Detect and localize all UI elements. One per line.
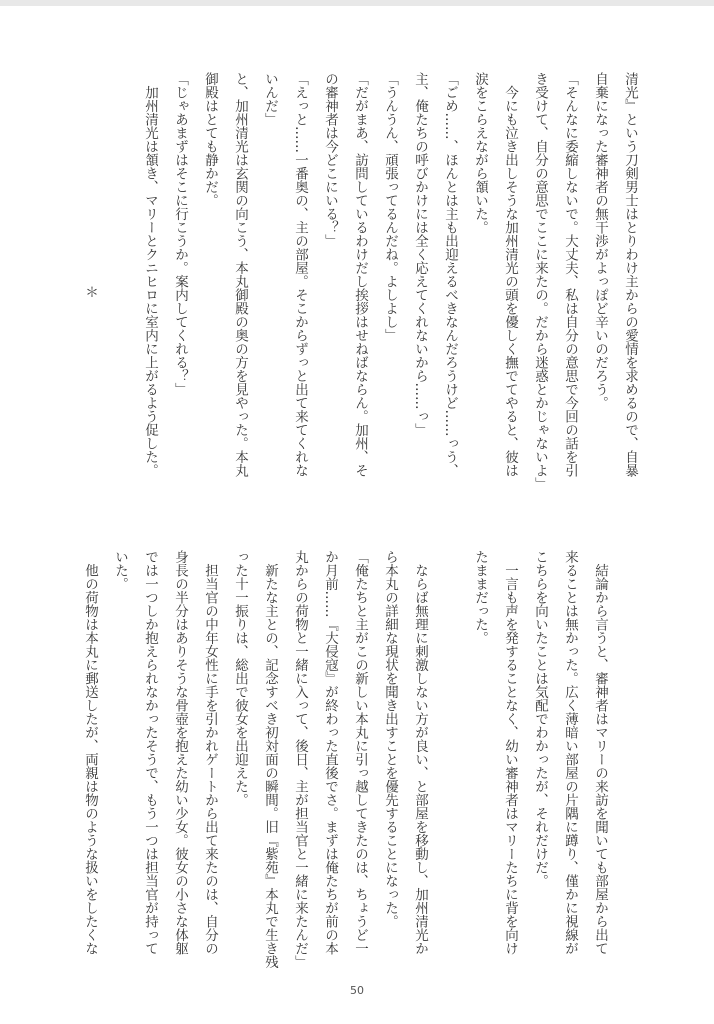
text-line: 一言も声を発することなく、幼い審神者はマリーたちに背を向け bbox=[502, 550, 518, 955]
text-line: と、加州清光は玄関の向こう、本丸御殿の奥の方を見やった。本丸 bbox=[232, 72, 248, 477]
text-line: 他の荷物は本丸に郵送したが、両親は物のような扱いをしたくな bbox=[82, 550, 98, 955]
text-line: 加州清光は頷き、マリーとクニヒロに室内に上がるよう促した。 bbox=[142, 72, 158, 477]
text-line: った十一振りは、総出で彼女を出迎えた。 bbox=[232, 550, 248, 807]
text-line: 清光』という刀剣男士はとりわけ主からの愛情を求めるので、自暴 bbox=[622, 72, 638, 477]
text-line: いた。 bbox=[112, 550, 128, 591]
text-line: 丸からの荷物と一緒に入って、後日、主が担当官と一緒に来たんだ」 bbox=[292, 550, 308, 969]
text-line: 「えっと……一番奥の、主の部屋。そこからずっと出て来てくれな bbox=[292, 72, 308, 477]
text-line: 結論から言うと、審神者はマリーの来訪を聞いても部屋から出て bbox=[592, 550, 608, 955]
text-line: 「うんうん、頑張ってるんだね。よしよし」 bbox=[382, 72, 398, 342]
text-line: 新たな主との、記念すべき初対面の瞬間。旧『紫苑』本丸で生き残 bbox=[262, 550, 278, 969]
text-line: 来ることは無かった。広く薄暗い部屋の片隅に蹲り、僅かに視線が bbox=[562, 550, 578, 955]
text-line: 「だがまあ、訪問しているわけだし挨拶はせねばならん。加州、そ bbox=[352, 72, 368, 477]
text-line: 涙をこらえながら頷いた。 bbox=[472, 72, 488, 234]
text-line: 身長の半分はありそうな骨壺を抱えた幼い少女。彼女の小さな体躯 bbox=[172, 550, 188, 955]
text-line: 「ごめ……、ほんとは主も出迎えるべきなんだろうけど……っう、 bbox=[442, 72, 458, 477]
text-line: 「そんなに委縮しないで。大丈夫、私は自分の意思で今回の話を引 bbox=[562, 72, 578, 477]
text-line bbox=[435, 550, 465, 975]
text-line: 自棄になった審神者の無干渉がよっぽど辛いのだろう。 bbox=[592, 72, 608, 410]
text-line: では一つしか抱えられなかったそうで、もう一つは担当官が持って bbox=[142, 550, 158, 955]
section-break-asterisk: ＊ bbox=[82, 285, 98, 299]
text-line: 御殿はとても静かだ。 bbox=[202, 72, 218, 207]
text-line: ら本丸の詳細な現状を聞き出すことを優先することになった。 bbox=[382, 550, 398, 928]
text-line: たままだった。 bbox=[472, 550, 488, 645]
viewer-top-edge bbox=[0, 0, 714, 6]
text-line: 今にも泣き出しそうな加州清光の頭を優しく撫でてやると、彼は bbox=[502, 72, 518, 477]
text-line: 主、俺たちの呼びかけには全く応えてくれないから……っ」 bbox=[412, 72, 428, 437]
page-number: 50 bbox=[350, 984, 364, 997]
text-line: 担当官の中年女性に手を引かれゲートから出て来たのは、自分の bbox=[202, 550, 218, 955]
text-block-upper bbox=[75, 72, 645, 512]
text-block-lower bbox=[75, 550, 645, 975]
text-line: ならば無理に刺激しない方が良い、と部屋を移動し、加州清光か bbox=[412, 550, 428, 955]
text-line bbox=[615, 550, 645, 975]
text-line: いんだ」 bbox=[262, 72, 278, 126]
text-line: の審神者は今どこにいる？」 bbox=[322, 72, 338, 248]
text-line: か月前……『大侵寇』が終わった直後でさ。まずは俺たちが前の本 bbox=[322, 550, 338, 955]
text-line: き受けて、自分の意思でここに来たの。だから迷惑とかじゃないよ」 bbox=[532, 72, 548, 491]
text-line: 「俺たちと主がこの新しい本丸に引っ越してきたのは、ちょうど一 bbox=[352, 550, 368, 955]
text-line bbox=[105, 72, 135, 512]
text-line: 「じゃあまずはそこに行こうか。案内してくれる？」 bbox=[172, 72, 188, 396]
text-line: こちらを向いたことは気配でわかったが、それだけだ。 bbox=[532, 550, 548, 888]
